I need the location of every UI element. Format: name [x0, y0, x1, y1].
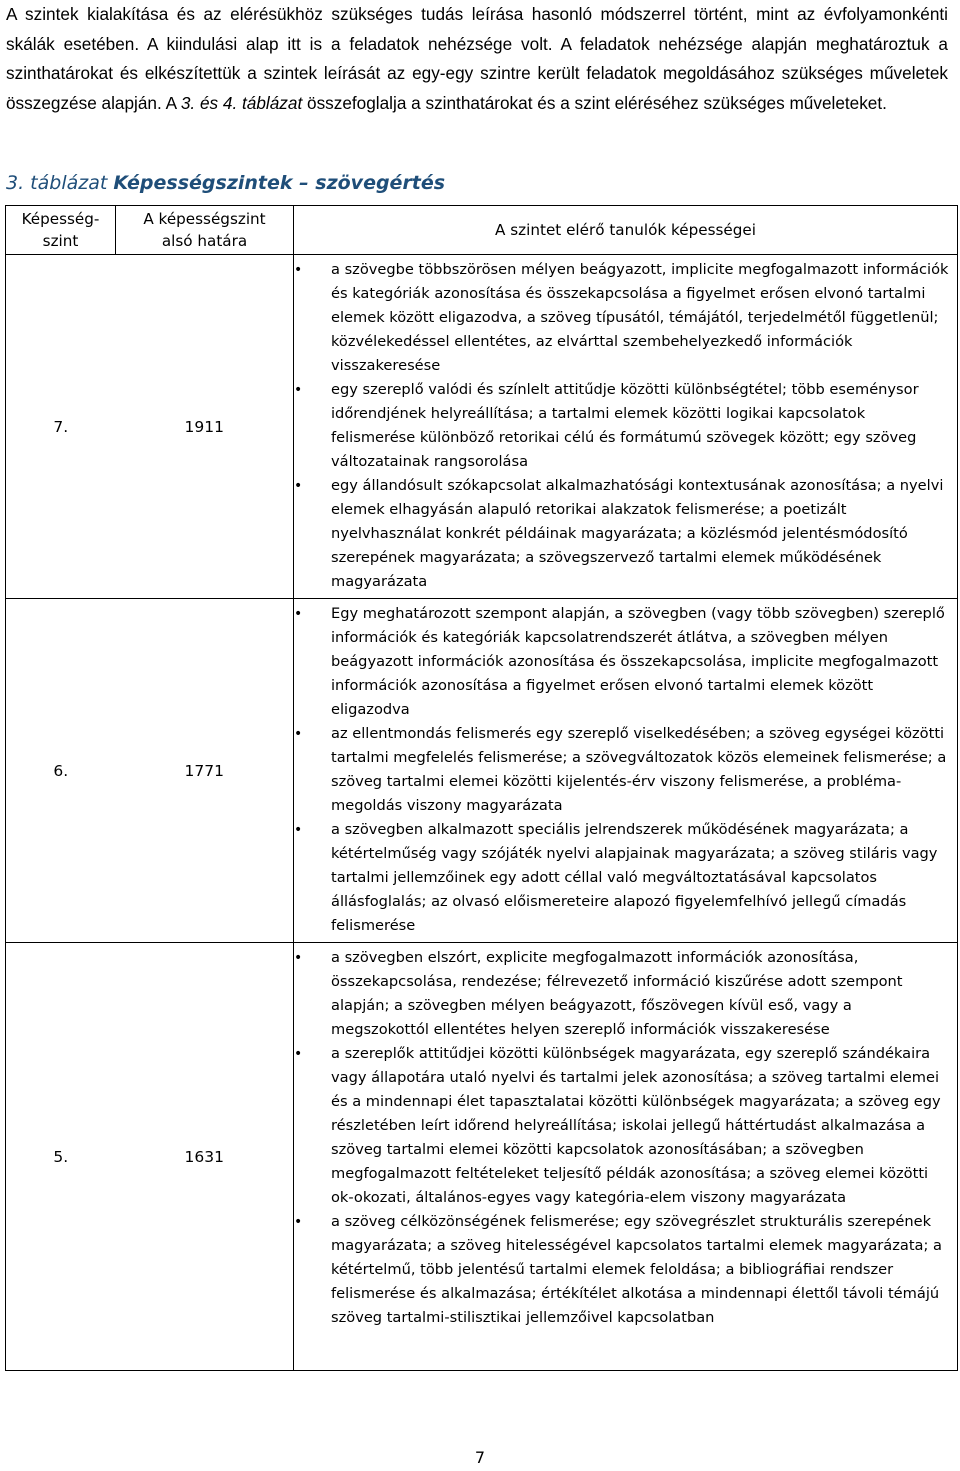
list-item — [0, 1042, 951, 1210]
skill-text: a szereplők attitűdjei közötti különbségek magyarázata, egy szereplő szándékaira vagy állapotára utaló nyelvi és tartalmi jelek azonosítása; a szöveg tartalmi elemei és a mindennapi élet tapasztalatai közötti különbségek magyarázata; a szöveg egy részletében leírt időrend helyreállítása; iskolai jellegű háttértudást alkalmazása a szöveg tartalmi elemei közötti kapcsolatok azonosításában; a szövegben megfogalmazott feltételeket teljesítő példák azonosítása; a szöveg elemei közötti ok-okozati, általános-egyes vagy kategória-elem viszony magyarázata — [331, 1045, 941, 1206]
intro-paragraph — [6, 0, 948, 118]
header-skills: A szintet elérő tanulók képességei — [294, 206, 958, 255]
list-item — [0, 474, 951, 594]
bullet-icon: • — [294, 822, 303, 838]
list-item — [0, 1210, 951, 1330]
page-number: 7 — [474, 1448, 486, 1467]
header-level: Képesség-szint — [6, 206, 116, 255]
skills-list — [0, 258, 951, 594]
skills-cell — [294, 255, 958, 599]
table-row — [6, 255, 958, 599]
skill-text: egy állandósult szókapcsolat alkalmazhatósági kontextusának azonosítása; a nyelvi elemek elhagyásán alapuló retorikai alakzatok felismerése; a poetizált nyelvhasználat konkrét példáinak magyarázata; a közlésmód jelentésmódosító szerepének magyarázata; a szövegszervező tartalmi elemek működésének magyarázata — [331, 477, 944, 590]
table-row — [6, 599, 958, 943]
table-caption — [6, 172, 445, 194]
level-cell: 6. — [6, 599, 116, 943]
list-item — [0, 258, 951, 378]
lower-bound-cell: 1911 — [116, 255, 294, 599]
list-item — [0, 946, 951, 1042]
table-row — [6, 943, 958, 1371]
lower-bound-cell: 1771 — [116, 599, 294, 943]
skill-levels-table — [5, 205, 958, 1371]
skill-text: egy szereplő valódi és színlelt attitűdje közötti különbségtétel; több eseménysor időrendjének helyreállítása; a tartalmi elemek közötti logikai kapcsolatok felismerése különböző retorikai célú és formátumú szövegek között; egy szöveg változatainak rangsorolása — [331, 381, 919, 470]
intro-text-before: A szintek kialakítása és az elérésükhöz szükséges tudás leírása hasonló módszerrel történt, mint az évfolyamonkénti skálák esetében. A kiindulási alap itt is a feladatok nehézsége volt. A feladatok nehézsége alapján meghatároztuk a szinthatárokat és elkészítettük a szintek leírását az egy-egy szintre került feladatok megoldásához szükséges műveletek összegzése alapján. A — [6, 4, 948, 113]
bullet-icon: • — [294, 262, 303, 278]
level-cell: 5. — [6, 943, 116, 1371]
table-caption-prefix: 3. táblázat — [6, 172, 108, 194]
skill-text: a szövegben elszórt, explicite megfogalmazott információk azonosítása, összekapcsolása, rendezése; félrevezető információ kiszűrése adott szempont alapján; a szövegben mélyen beágyazott, főszövegen kívül eső, vagy a megszokottól ellentétes helyen szereplő információk visszakeresése — [331, 949, 903, 1038]
lower-bound-cell: 1631 — [116, 943, 294, 1371]
skills-cell — [294, 599, 958, 943]
bullet-icon: • — [294, 382, 303, 398]
skill-text: a szövegbe többszörösen mélyen beágyazott, implicite megfogalmazott információk és kategóriák azonosítása és összekapcsolása a figyelmet erősen elvonó tartalmi elemek között eligazodva, a szöveg típusától, témájától, terjedelmétől függetlenül; közvélekedéssel ellentétes, az elvárttal szembehelyezkedő információk visszakeresése — [331, 261, 949, 374]
list-item — [0, 722, 951, 818]
skills-cell — [294, 943, 958, 1371]
skill-text: a szöveg célközönségének felismerése; egy szövegrészlet strukturális szerepének magyarázata; a szöveg hitelességével kapcsolatos tartalmi elemek magyarázata; a kétértelmű, több jelentésű tartalmi elemek feloldása; a bibliográfiai rendszer felismerése és alkalmazása; értékítélet alkotása a mindennapi élettől távoli témájú szöveg tartalmi-stilisztikai jellemzőivel kapcsolatban — [331, 1213, 942, 1326]
level-cell: 7. — [6, 255, 116, 599]
skill-text: Egy meghatározott szempont alapján, a szövegben (vagy több szövegben) szereplő információk és kategóriák kapcsolatrendszerét átlátva, a szövegben mélyen beágyazott információk azonosítása és összekapcsolása, implicite megfogalmazott információk azonosítása a figyelmet erősen elvonó tartalmi elemek között eligazodva — [331, 605, 945, 718]
bullet-icon: • — [294, 1214, 303, 1230]
bullet-icon: • — [294, 950, 303, 966]
bullet-icon: • — [294, 606, 303, 622]
bullet-icon: • — [294, 1046, 303, 1062]
intro-text-after: összefoglalja a szinthatárokat és a szint eléréséhez szükséges műveleteket. — [302, 92, 887, 113]
skill-text: az ellentmondás felismerés egy szereplő viselkedésében; a szöveg egységei közötti tartalmi megfelelés felismerése; a szövegváltozatok közös elemeinek felismerése; a szöveg tartalmi elemei közötti kijelentés-érv viszony felismerése, a probléma-megoldás viszony magyarázata — [331, 725, 947, 814]
skills-list — [0, 602, 951, 938]
intro-table-reference: 3. és 4. táblázat — [180, 92, 303, 113]
skills-list — [0, 946, 951, 1330]
list-item — [0, 378, 951, 474]
skill-text: a szövegben alkalmazott speciális jelrendszerek működésének magyarázata; a kétértelműség vagy szójáték nyelvi alapjainak magyarázata; a szöveg stiláris vagy tartalmi jellemzőinek egy adott céllal való megváltoztatásával kapcsolatos állásfoglalás; az olvasó előismereteire alapozó figyelemfelhívó jellegű címadás felismerése — [331, 821, 938, 934]
bullet-icon: • — [294, 726, 303, 742]
list-item — [0, 818, 951, 938]
header-lower-bound: A képességszint alsó határa — [116, 206, 294, 255]
list-item — [0, 602, 951, 722]
table-header-row — [6, 206, 958, 255]
bullet-icon: • — [294, 478, 303, 494]
table-caption-title: Képességszintek – szövegértés — [113, 172, 446, 194]
